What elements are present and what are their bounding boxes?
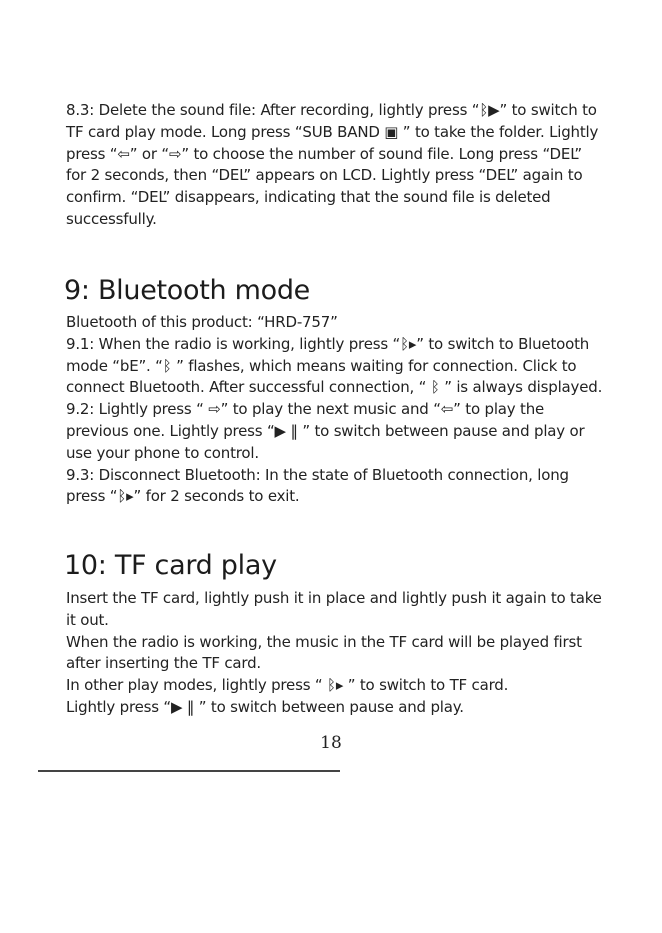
- delete-sound-file-instructions: 8.3: Delete the sound file: After recording, lightly press “ᛒ▶” to switch to TF card play mode. Long press “SUB BAND ▣ ” to take the folder. Lightly press “⇦” or “⇨” to choose the number of sound file. Long press “DEL” for 2 seconds, then “DEL” appears on LCD. Lightly press “DEL” again to confirm. “DEL” disappears, indicating that the sound file is deleted successfully.: [66, 101, 599, 228]
- bluetooth-step-9-3: 9.3: Disconnect Bluetooth: In the state of Bluetooth connection, long press “ᛒ▸” for 2 seconds to exit.: [66, 465, 569, 506]
- tf-card-priority-text: When the radio is working, the music in the TF card will be played first after inserting the TF card.: [66, 632, 582, 673]
- section-8-3: [66, 100, 606, 231]
- bluetooth-step-9-2: 9.2: Lightly press “ ⇨” to play the next music and “⇦” to play the previous one. Lightly press “▶ ‖ ” to switch between pause and play or use your phone to control.: [66, 400, 585, 462]
- footer-divider: [38, 770, 340, 772]
- tf-card-pause-play-text: Lightly press “▶ ‖ ” to switch between pause and play.: [66, 697, 464, 716]
- bluetooth-name-line: Bluetooth of this product: “HRD-757”: [66, 313, 338, 331]
- tf-card-insert-text: Insert the TF card, lightly push it in place and lightly push it again to take it out.: [66, 589, 602, 629]
- section-10-body: [66, 588, 606, 719]
- section-9-body: [66, 312, 606, 508]
- page-number: 18: [320, 733, 342, 753]
- tf-card-play-heading: 10: TF card play: [64, 550, 277, 581]
- tf-card-switch-text: In other play modes, lightly press “ ᛒ▸ ” to switch to TF card.: [66, 676, 509, 695]
- bluetooth-mode-heading: 9: Bluetooth mode: [64, 275, 310, 306]
- bluetooth-step-9-1: 9.1: When the radio is working, lightly press “ᛒ▸” to switch to Bluetooth mode “bE”. “ᛒ ” flashes, which means waiting for connection. Click to connect Bluetooth. After successful connection, “ ᛒ ” is always displayed.: [66, 334, 603, 397]
